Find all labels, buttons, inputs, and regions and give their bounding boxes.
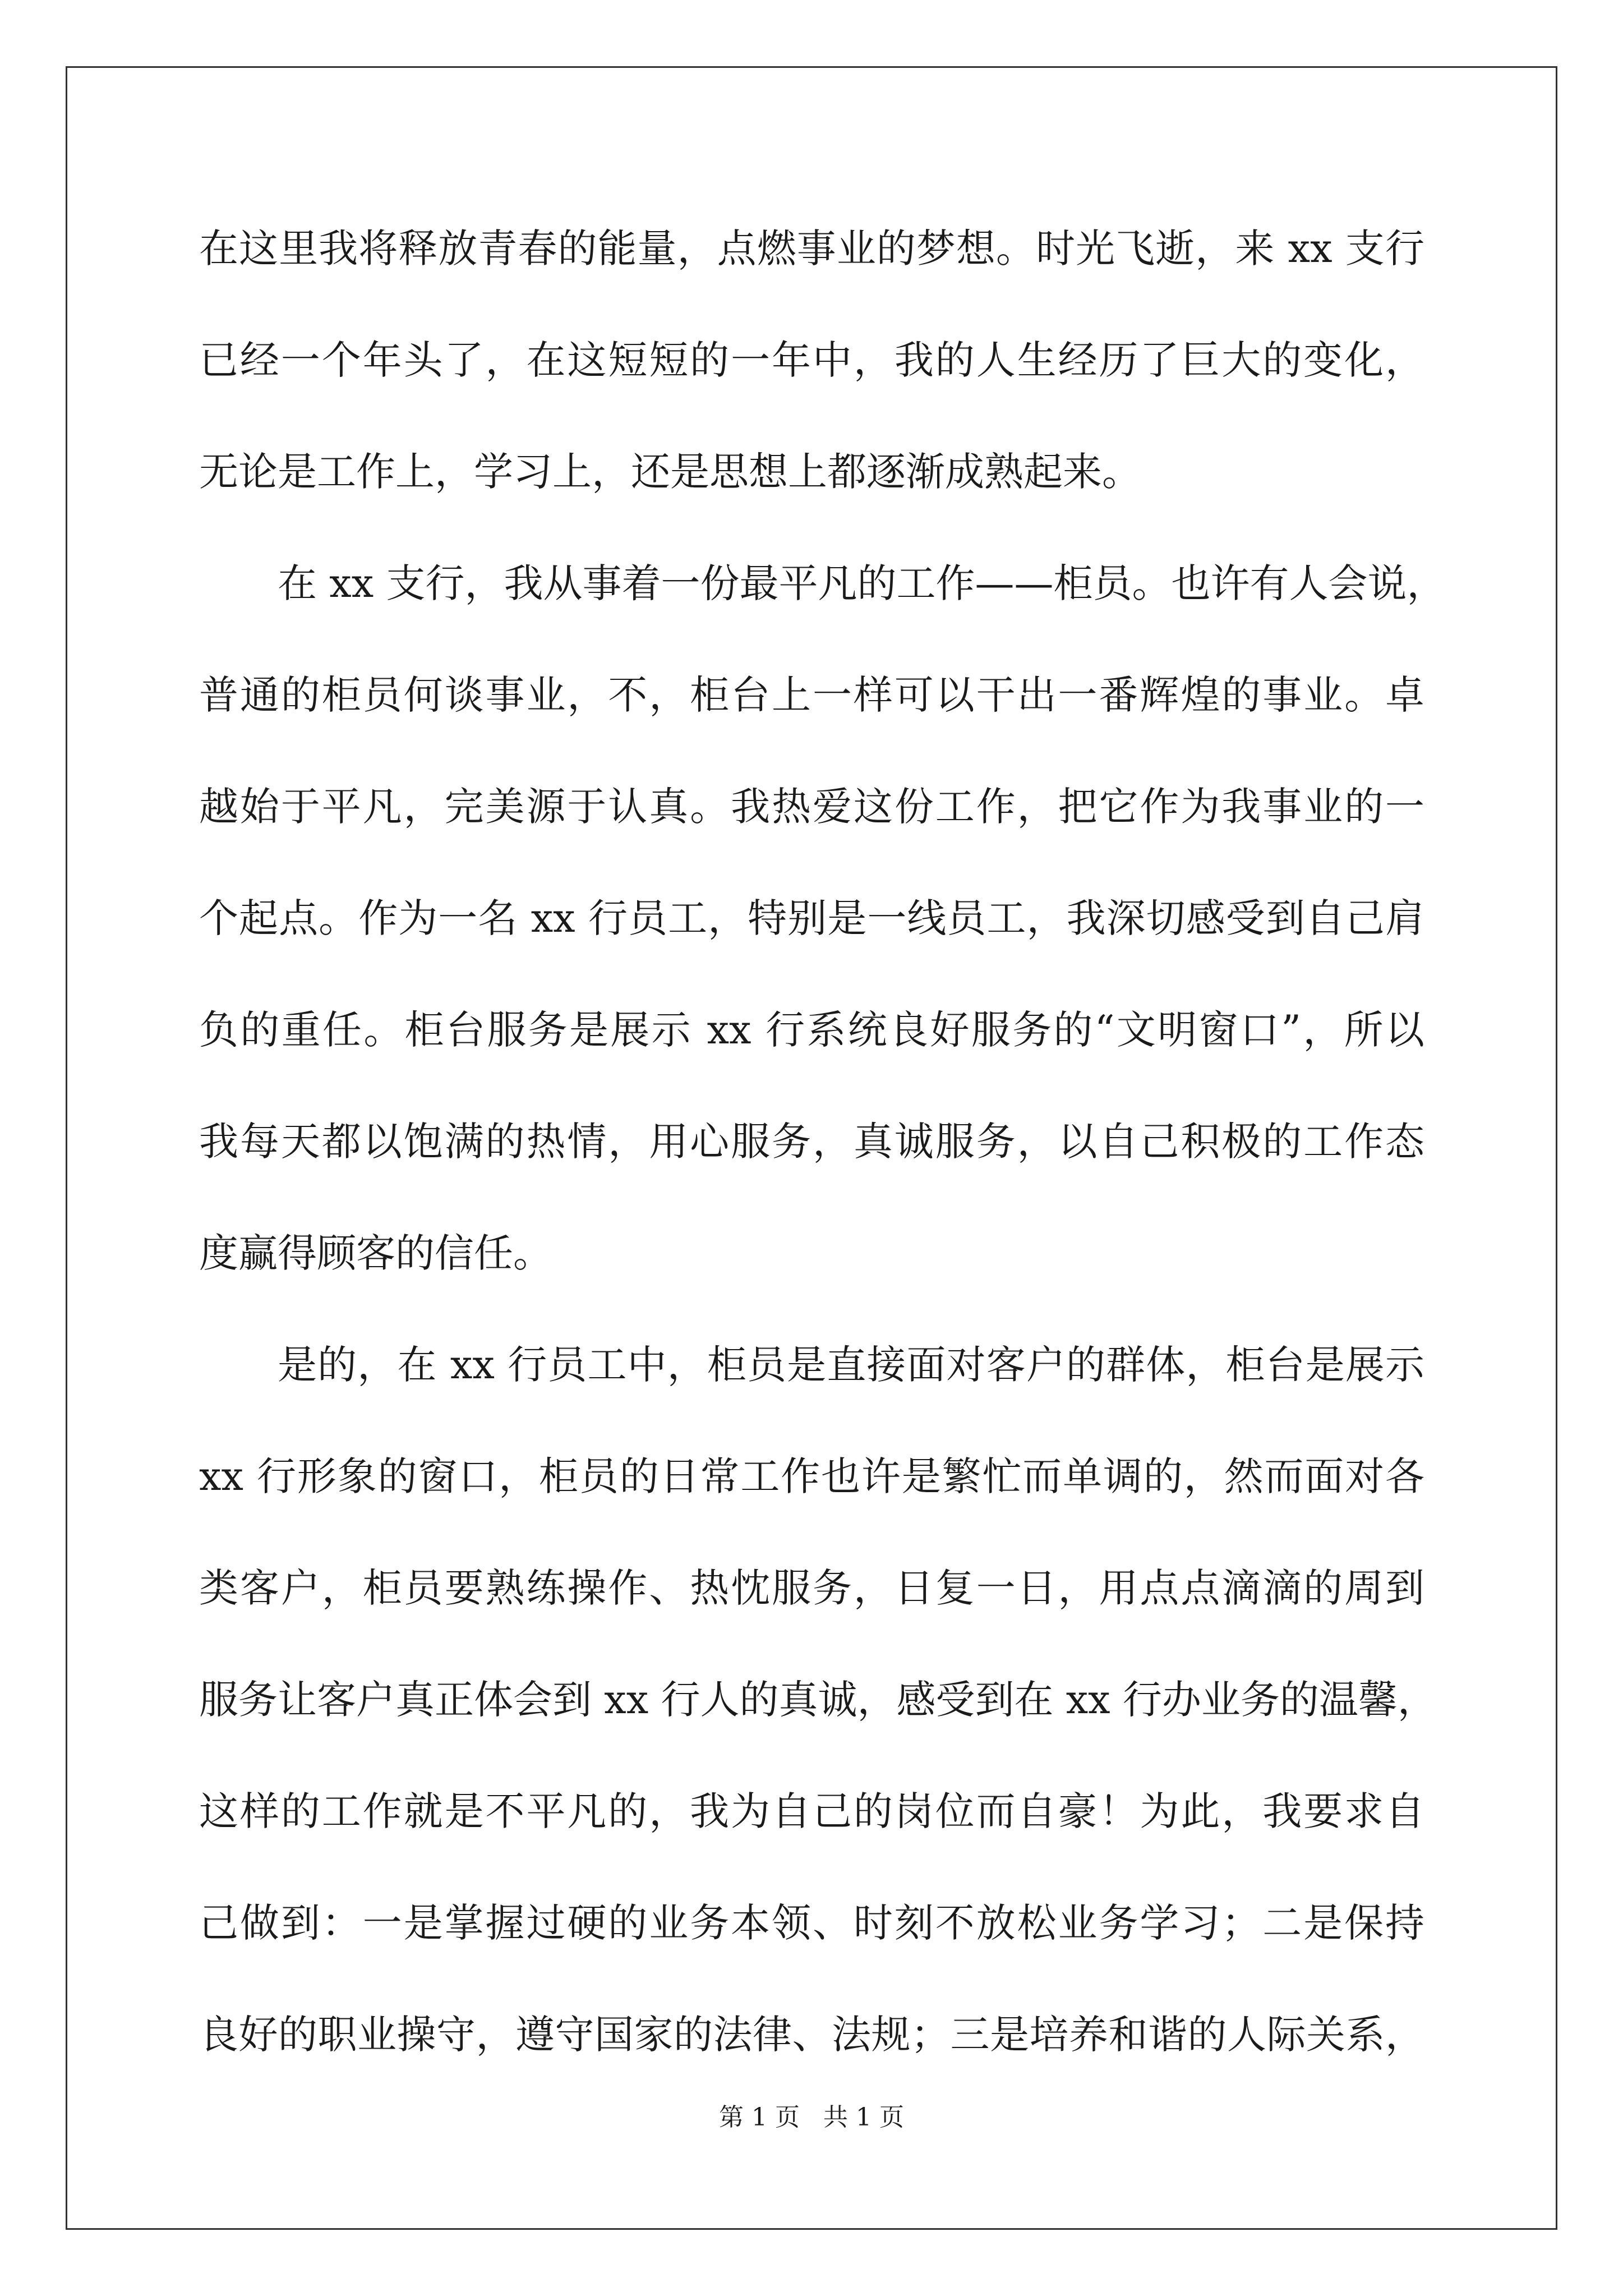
paragraph-start-line: 在 xx 支行，我从事着一份最平凡的工作——柜员。也许有人会说， — [278, 560, 1446, 606]
text-line: 己做到：一是掌握过硬的业务本领、时刻不放松业务学习；二是保持 — [199, 1900, 1424, 1946]
text-line: 这样的工作就是不平凡的，我为自己的岗位而自豪！为此，我要求自 — [199, 1788, 1424, 1834]
text-line: 普通的柜员何谈事业，不，柜台上一样可以干出一番辉煌的事业。卓 — [199, 672, 1424, 718]
text-line: 服务让客户真正体会到 xx 行人的真诚，感受到在 xx 行办业务的温馨， — [199, 1677, 1437, 1723]
text-line: xx 行形象的窗口，柜员的日常工作也许是繁忙而单调的，然而面对各 — [199, 1453, 1424, 1499]
text-line: 个起点。作为一名 xx 行员工，特别是一线员工，我深切感受到自己肩 — [199, 895, 1424, 941]
text-line: 负的重任。柜台服务是展示 xx 行系统良好服务的“文明窗口”，所以 — [199, 1007, 1424, 1053]
text-line: 无论是工作上，学习上，还是思想上都逐渐成熟起来。 — [199, 449, 1141, 495]
text-line: 在这里我将释放青春的能量，点燃事业的梦想。时光飞逝，来 xx 支行 — [199, 226, 1424, 272]
text-line: 已经一个年头了，在这短短的一年中，我的人生经历了巨大的变化， — [199, 337, 1424, 383]
text-line: 良好的职业操守，遵守国家的法律、法规；三是培养和谐的人际关系， — [199, 2012, 1424, 2058]
text-line: 我每天都以饱满的热情，用心服务，真诚服务，以自己积极的工作态 — [199, 1119, 1424, 1165]
document-body — [199, 215, 1446, 2113]
text-line: 度赢得顾客的信任。 — [199, 1230, 552, 1276]
text-line: 越始于平凡，完美源于认真。我热爱这份工作，把它作为我事业的一 — [199, 784, 1424, 830]
page-number-footer: 第 1 页 共 1 页 — [719, 2103, 904, 2132]
text-line: 类客户，柜员要熟练操作、热忱服务，日复一日，用点点滴滴的周到 — [199, 1565, 1424, 1611]
paragraph-start-line: 是的，在 xx 行员工中，柜员是直接面对客户的群体，柜台是展示 — [278, 1342, 1424, 1388]
